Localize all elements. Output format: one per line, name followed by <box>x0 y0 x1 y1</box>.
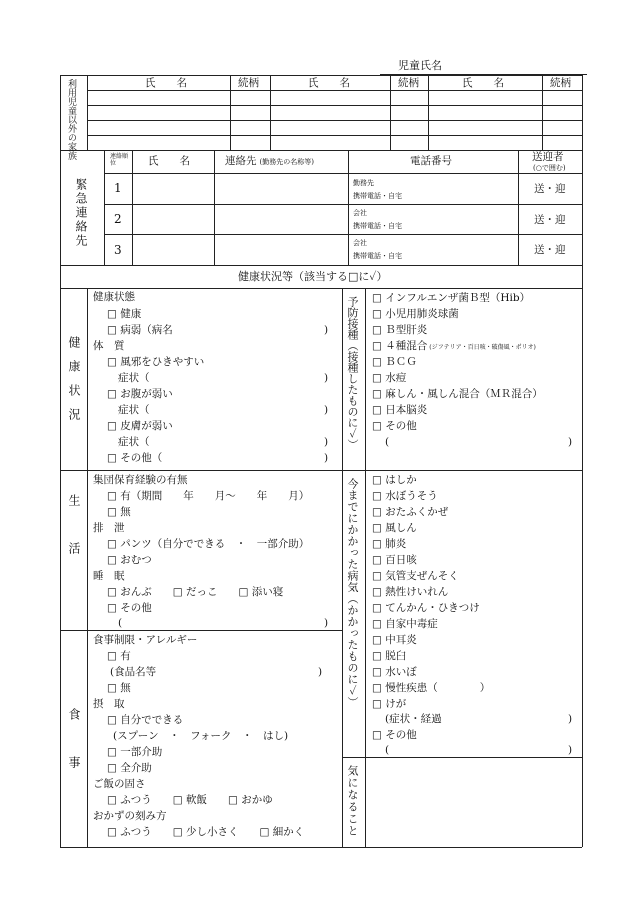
vaccine-hib[interactable]: □ インフルエンザ菌Ｂ型（Hib） <box>372 292 531 304</box>
vaccine-four-combo-label: □ ４種混合 <box>372 340 428 352</box>
emergency-row-pickup[interactable]: 送・迎 <box>534 183 566 195</box>
emergency-phone-header: 電話番号 <box>410 155 452 167</box>
intake-utensils: (スプーン ・ フォーク ・ はし) <box>113 730 289 742</box>
sleep-heading: 睡 眠 <box>93 570 125 582</box>
health-checkbox-cold[interactable]: □ 風邪をひきやすい <box>107 356 205 368</box>
vaccine-four-combo[interactable] <box>372 341 536 352</box>
emergency-row-num: 2 <box>114 212 122 226</box>
intake-self[interactable]: □ 自分でできる <box>107 714 184 726</box>
sleep-options[interactable]: □ おんぶ □ だっこ □ 添い寝 <box>107 586 284 598</box>
illness-item[interactable]: □ 中耳炎 <box>372 634 417 646</box>
vaccine-other[interactable]: □ その他 <box>372 420 417 432</box>
emergency-row-phone-line1: 会社 <box>353 239 367 247</box>
toilet-pants[interactable]: □ パンツ（自分でできる ・ 一部介助） <box>107 538 310 550</box>
emergency-name-header: 氏 名 <box>148 155 190 167</box>
close-paren: ) <box>324 617 329 629</box>
illness-item[interactable]: □ おたふくかぜ <box>372 506 449 518</box>
rice-options[interactable]: □ ふつう □ 軟飯 □ おかゆ <box>107 794 273 806</box>
illness-item[interactable]: □ 脱臼 <box>372 650 407 662</box>
chop-heading: おかずの刻み方 <box>93 810 167 822</box>
life-label: 生活 <box>67 494 81 590</box>
symptom-field[interactable]: 症状（ <box>118 436 150 448</box>
emergency-row-phone-line2: 携帯電話・自宅 <box>353 252 402 260</box>
sleep-other-open: ( <box>118 617 123 629</box>
health-checkbox-healthy[interactable]: □ 健康 <box>107 308 142 320</box>
family-relation-header-1: 続柄 <box>238 77 259 89</box>
vaccine-pneumococcal[interactable]: □ 小児用肺炎球菌 <box>372 308 459 320</box>
vaccination-label: 予防接種（接種したものに✓） <box>346 296 359 450</box>
illness-item[interactable]: □ その他 <box>372 729 417 741</box>
vaccine-japanese-encephalitis[interactable]: □ 日本脳炎 <box>372 404 428 416</box>
emergency-order-header: 連絡順位 <box>110 153 129 168</box>
toilet-diaper[interactable]: □ おむつ <box>107 554 152 566</box>
close-paren: ) <box>324 324 329 336</box>
vaccine-mr[interactable]: □ 麻しん・風しん混合（ＭＲ混合） <box>372 388 543 400</box>
close-paren: ) <box>324 452 329 464</box>
family-section-label: 利用児童以外の家族 <box>66 79 76 160</box>
vaccine-other-close: ) <box>568 436 573 448</box>
illness-item[interactable]: □ 慢性疾患（ ） <box>372 682 491 694</box>
emergency-contact-label: 連絡先 <box>225 155 257 167</box>
health-checkbox-weak[interactable]: □ 病弱（病名 <box>107 324 173 336</box>
close-paren: ) <box>568 744 573 756</box>
allergy-no[interactable]: □ 無 <box>107 682 131 694</box>
child-name-label: 児童氏名 <box>398 59 442 72</box>
health-checkbox-stomach[interactable]: □ お腹が弱い <box>107 388 173 400</box>
vaccine-other-open: ( <box>385 436 390 448</box>
close-paren: ) <box>324 372 329 384</box>
concerns-label: 気になること <box>346 765 359 837</box>
allergy-heading: 食事制限・アレルギー <box>93 634 198 646</box>
symptom-field[interactable]: 症状（ <box>118 404 150 416</box>
allergy-food-field[interactable]: (食品名等 <box>110 666 157 678</box>
health-label: 健康状況 <box>67 336 81 432</box>
illness-label: 今までにかかった病気（かかったものに✓） <box>346 478 359 708</box>
emergency-row-pickup[interactable]: 送・迎 <box>534 244 566 256</box>
sleep-other[interactable]: □ その他 <box>107 602 152 614</box>
meal-label: 食事 <box>67 708 81 804</box>
illness-item[interactable]: □ 気管支ぜんそく <box>372 570 459 582</box>
vaccine-varicella[interactable]: □ 水痘 <box>372 372 407 384</box>
emergency-row-phone-line1: 会社 <box>353 209 367 217</box>
intake-heading: 摂 取 <box>93 698 125 710</box>
illness-item[interactable]: □ 水いぼ <box>372 666 417 678</box>
chop-options[interactable]: □ ふつう □ 少し小さく □ 細かく <box>107 826 305 838</box>
emergency-contact-note: (勤務先の名称等) <box>259 158 314 166</box>
health-heading: 健康状態 <box>93 291 135 303</box>
illness-item[interactable]: □ てんかん・ひきつけ <box>372 602 480 614</box>
emergency-pickup-header: 送迎者 <box>532 151 564 163</box>
illness-other-open: ( <box>385 744 390 756</box>
family-relation-header-2: 続柄 <box>398 77 419 89</box>
close-paren: ) <box>318 666 323 678</box>
emergency-row-pickup[interactable]: 送・迎 <box>534 214 566 226</box>
toilet-heading: 排 泄 <box>93 522 125 534</box>
daycare-yes[interactable]: □ 有（期間 年 月～ 年 月） <box>107 490 310 502</box>
emergency-row-phone-line1: 勤務先 <box>353 179 374 187</box>
rice-heading: ご飯の固さ <box>93 778 146 790</box>
vaccine-four-combo-note: (ジフテリア・百日咳・破傷風・ポリオ) <box>429 344 536 351</box>
close-paren: ) <box>324 404 329 416</box>
vaccine-bcg[interactable]: □ ＢＣＧ <box>372 356 417 368</box>
family-name-header-2: 氏 名 <box>308 77 350 89</box>
family-name-header-3: 氏 名 <box>462 77 504 89</box>
vaccine-hepatitis-b[interactable]: □ Ｂ型肝炎 <box>372 324 428 336</box>
illness-item[interactable]: □ 風しん <box>372 522 417 534</box>
emergency-row-phone-line2: 携帯電話・自宅 <box>353 192 402 200</box>
illness-injury-detail: (症状・経過 <box>385 713 442 725</box>
emergency-row-num: 1 <box>114 181 122 195</box>
daycare-heading: 集団保育経験の有無 <box>93 474 188 486</box>
constitution-heading: 体 質 <box>93 340 125 352</box>
emergency-section-label: 緊急連絡先 <box>74 178 88 248</box>
emergency-row-phone-line2: 携帯電話・自宅 <box>353 222 402 230</box>
health-section-title: 健康状況等（該当する□に✓） <box>238 270 388 283</box>
illness-item[interactable]: □ けが <box>372 698 407 710</box>
family-relation-header-3: 続柄 <box>550 77 571 89</box>
illness-item[interactable]: □ 肺炎 <box>372 538 407 550</box>
concerns-field[interactable] <box>367 759 580 845</box>
illness-item[interactable]: □ 百日咳 <box>372 554 417 566</box>
close-paren: ) <box>568 713 573 725</box>
close-paren: ) <box>324 436 329 448</box>
emergency-contact-header <box>225 156 314 167</box>
family-name-header-1: 氏 名 <box>145 77 187 89</box>
health-checkbox-skin[interactable]: □ 皮膚が弱い <box>107 420 173 432</box>
symptom-field[interactable]: 症状（ <box>118 372 150 384</box>
illness-item[interactable]: □ 熱性けいれん <box>372 586 449 598</box>
intake-full[interactable]: □ 全介助 <box>107 762 152 774</box>
emergency-pickup-note: (○で囲む) <box>533 164 566 172</box>
emergency-row-num: 3 <box>114 243 122 257</box>
illness-item[interactable]: □ 水ぼうそう <box>372 490 438 502</box>
intake-partial[interactable]: □ 一部介助 <box>107 746 163 758</box>
health-checkbox-other[interactable]: □ その他（ <box>107 452 163 464</box>
illness-item[interactable]: □ はしか <box>372 474 417 486</box>
illness-item[interactable]: □ 自家中毒症 <box>372 618 438 630</box>
daycare-no[interactable]: □ 無 <box>107 506 131 518</box>
allergy-yes[interactable]: □ 有 <box>107 650 131 662</box>
